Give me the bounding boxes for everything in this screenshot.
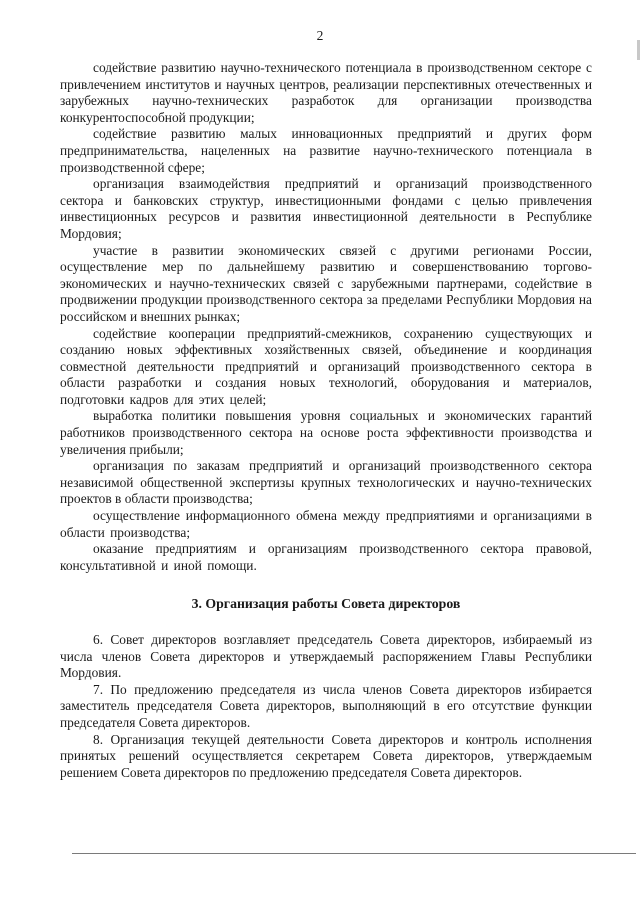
clause-7: 7. По предложению председателя из числа членов Совета директоров избирается заместитель председателя Совета директоров, выполняющий в его отсутствие функции председателя Совета директоров. (60, 681, 592, 730)
function-item-4: участие в развитии экономических связей с другими регионами России, осуществление мер по дальнейшему развитию и совершенствованию торгово-экономических и научно-технических связей с зарубежными партнерами, содействие в продвижении продукции производственного сектора за пределами Республики Мордовия на российском и внешних рынках; (60, 242, 592, 324)
function-item-2: содействие развитию малых инновационных предприятий и других форм предпринимательства, нацеленных на развитие научно-технического потенциала в производственной сфере; (60, 126, 592, 175)
functions-list (60, 60, 592, 574)
function-item-1: содействие развитию научно-технического потенциала в производственном секторе с привлечением институтов и научных центров, реализации перспективных отечественных и зарубежных научно-технических разработок для организации производства конкурентоспособной продукции; (60, 60, 592, 125)
section-clauses (60, 632, 592, 781)
function-item-8: осуществление информационного обмена между предприятиями и организациями в области производства; (60, 508, 592, 540)
function-item-5: содействие кооперации предприятий-смежников, сохранению существующих и созданию новых эффективных хозяйственных связей, объединение и координация совместной деятельности предприятий и организаций производственного сектора в области разработки и создания новых технологий, оборудования и материалов, подготовки кадров для этих целей; (60, 325, 592, 407)
clause-6: 6. Совет директоров возглавляет председатель Совета директоров, избираемый из числа членов Совета директоров и утверждаемый распоряжением Главы Республики Мордовия. (60, 632, 592, 681)
page-number: 2 (316, 28, 324, 43)
function-item-9: оказание предприятиям и организациям производственного сектора правовой, консультативной и иной помощи. (60, 541, 592, 573)
clause-8: 8. Организация текущей деятельности Совета директоров и контроль исполнения принятых решений осуществляется секретарем Совета директоров, утверждаемым решением Совета директоров по предложению председателя Совета директоров. (60, 731, 592, 780)
function-item-3: организация взаимодействия предприятий и организаций производственного сектора и банковских структур, инвестиционными фондами с целью привлечения инвестиционных ресурсов и развития инвестиционной деятельности в Республике Мордовия; (60, 176, 592, 241)
function-item-7: организация по заказам предприятий и организаций производственного сектора независимой общественной экспертизы крупных технологических и научно-технических проектов в области производства; (60, 458, 592, 507)
footer-divider (72, 853, 636, 854)
function-item-6: выработка политики повышения уровня социальных и экономических гарантий работников производственного сектора на основе роста эффективности производства и увеличения прибыли; (60, 408, 592, 457)
section-heading: 3. Организация работы Совета директоров (191, 596, 461, 611)
